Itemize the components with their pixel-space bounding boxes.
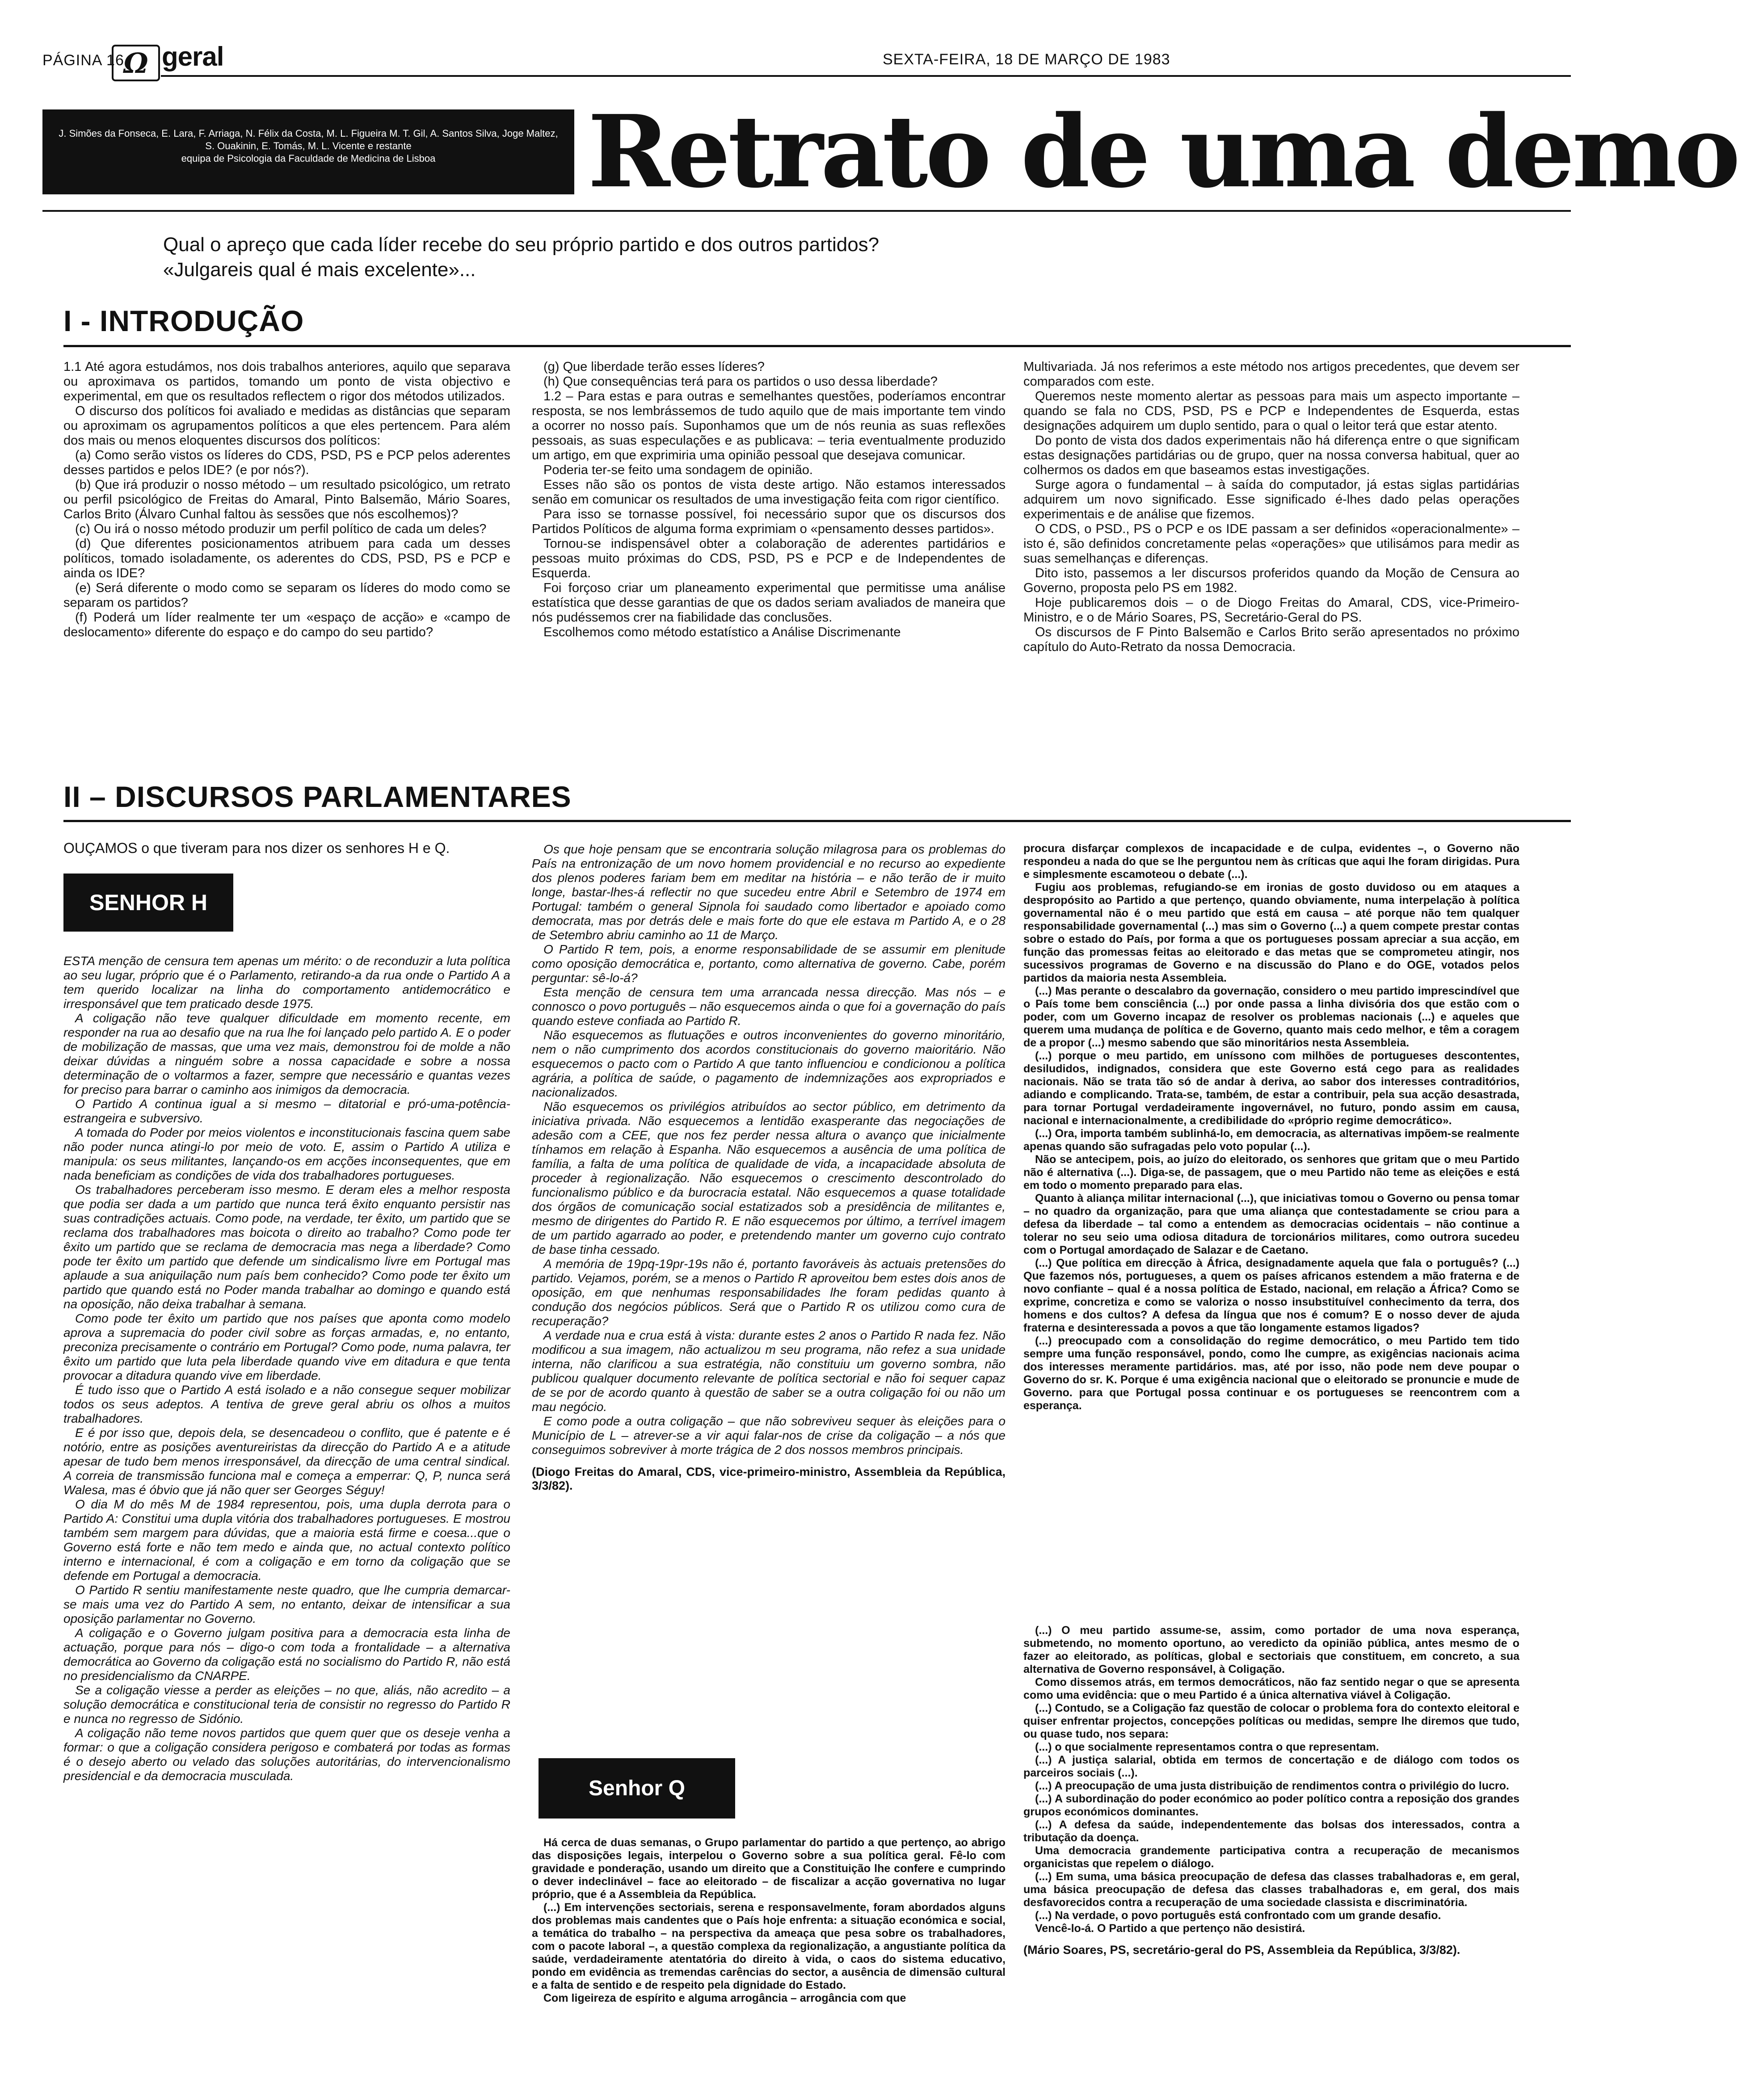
speech-paragraph: Uma democracia grandemente participativa contra a recuperação de mecanismos organicistas que repelem o diálogo. xyxy=(1023,1844,1519,1870)
intro-question: (g) Que liberdade terão esses líderes? xyxy=(543,360,765,374)
subtitle-quote: «Julgareis qual é mais excelente»... xyxy=(163,259,476,281)
senhor-h-column-1 xyxy=(63,954,510,1783)
speech-paragraph: Há cerca de duas semanas, o Grupo parlamentar do partido a que pertenço, ao abrigo das disposições legais, interpelou o Governo sobre a sua política geral. Fê-lo com gravidade e ponderação, usando um direito que a Constituição lhe confere e cumprindo o dever indeclinável – face ao eleitorado – de fiscalizar a acção governativa no lugar próprio, que é a Assembleia da República. xyxy=(532,1836,1006,1901)
newspaper-logo: Ω xyxy=(112,45,160,81)
senhor-h-label: SENHOR H xyxy=(63,874,233,932)
speech-paragraph: O Partido R tem, pois, a enorme responsabilidade de se assumir em plenitude como oposição democrática e, portanto, como alternativa de governo. Cabe, porém perguntar: sê-lo-á? xyxy=(532,942,1006,985)
intro-question: (f) Poderá um líder realmente ter um «espaço de acção» e «campo de deslocamento» diferente do espaço e do campo do seu partido? xyxy=(63,610,510,639)
authors-team: equipa de Psicologia da Faculdade de Medicina de Lisboa xyxy=(181,153,436,164)
authors-names: J. Simões da Fonseca, E. Lara, F. Arriaga, N. Félix da Costa, M. L. Figueira M. T. Gil, A. Santos Silva, Joge Maltez, S. Ouakinin, E. Tomás, M. L. Vicente e restante xyxy=(59,128,558,151)
intro-paragraph: Surge agora o fundamental – à saída do computador, já estas siglas partidárias adquirem um novo significado. Esse significado é-lhes dado pelas operações experimentais e de análise que fizemos. xyxy=(1023,478,1519,521)
speech-paragraph: (...) A subordinação do poder económico ao poder político contra a reposição dos grandes grupos económicos dominantes. xyxy=(1023,1793,1519,1818)
page-number: PÁGINA 16 xyxy=(42,52,124,69)
intro-paragraph: Foi forçoso criar um planeamento experimental que permitisse uma análise estatística que desse garantias de que os dados seriam avaliados de maneira que nós pudéssemos crer na fiabilidade das conclusões. xyxy=(532,581,1006,625)
speech-paragraph: (...) o que socialmente representamos contra o que representam. xyxy=(1035,1741,1379,1753)
intro-paragraph: Dito isto, passemos a ler discursos proferidos quando da Moção de Censura ao Governo, proposta pelo PS em 1982. xyxy=(1023,566,1519,595)
intro-paragraph: O CDS, o PSD., PS o PCP e os IDE passam a ser definidos «operacionalmente» – isto é, são definidos concretamente pelas «operações» que utilisámos para medir as suas semelhanças e diferenças. xyxy=(1023,522,1519,566)
speech-paragraph: Como pode ter êxito um partido que nos países que aponta como modelo aprova a supremacia do poder civil sobre as forças armadas, e, no entanto, preconiza precisamente o contrário em Portugal? Como pode, numa palavra, ter êxito um partido que luta pela liberdade quando vive em ditadura e que tenta provocar a ditadura quando vive em liberdade. xyxy=(63,1311,510,1382)
speech-paragraph: Esta menção de censura tem uma arrancada nessa direcção. Mas nós – e connosco o povo português – não esquecemos ainda o que foi a governação do país quando esteve confiada ao Partido R. xyxy=(532,985,1006,1028)
intro-paragraph: 1.1 Até agora estudámos, nos dois trabalhos anteriores, aquilo que separava ou aproximava os partidos, tomando um ponto de vista objectivo e experimental, em que os resultados reflectem o rigor dos métodos utilizados. xyxy=(63,360,510,403)
section-label: geral xyxy=(162,42,224,71)
speech-paragraph: A coligação e o Governo julgam positiva para a democracia esta linha de actuação, porque para nós – digo-o com toda a frontalidade – a alternativa democrática ao Governo da coligação está no socialismo do Partido R, não está no presidencialismo da CNARPE. xyxy=(63,1626,510,1683)
speech-paragraph: A tomada do Poder por meios violentos e inconstitucionais fascina quem sabe não poder nunca atingi-lo por meio de voto. E, assim o Partido A utiliza e manipula: os seus militantes, lançando-os em acções inconsequentes, que em nada beneficiam as condições de vida dos trabalhadores portugueses. xyxy=(63,1126,510,1182)
speech-paragraph: Fugiu aos problemas, refugiando-se em ironias de gosto duvidoso ou em ataques a despropósito ao Partido a que pertenço, quando obviamente, numa interpelação à política governamental não é o meu partido que está em causa – até porque não tem qualquer responsabilidade governamental (...) mas sim o Governo (...) a quem compete prestar contas sobre o estado do País, por forma a que os portugueses possam apreciar a sua acção, em função das promessas feitas ao eleitorado e das metas que se comprometeu atingir, nos sucessivos programas de Governo e na discussão do Plano e do OGE, votados pelos partidos da maioria nesta Assembleia. xyxy=(1023,881,1519,984)
speech-paragraph: Não esquecemos as flutuações e outros inconvenientes do governo minoritário, nem o não cumprimento dos acordos constitucionais do governo maioritário. Não esquecemos o pacto com o Partido A que tanto influenciou e condicionou a política agrária, a política de saúde, o pagamento de indemnizações aos expropriados e nacionalizados. xyxy=(532,1028,1006,1099)
speech-paragraph: O Partido A continua igual a si mesmo – ditatorial e pró-uma-potência-estrangeira e subversivo. xyxy=(63,1097,510,1125)
intro-paragraph: Queremos neste momento alertar as pessoas para mais um aspecto importante – quando se fala no CDS, PSD, PS e PCP e Independentes de Esquerda, estas designações adquirem um duplo sentido, para o qual o leitor terá que estar atento. xyxy=(1023,389,1519,433)
authors-box xyxy=(42,109,574,194)
header-date: SEXTA-FEIRA, 18 DE MARÇO DE 1983 xyxy=(883,51,1170,68)
speech-paragraph: A verdade nua e crua está à vista: durante estes 2 anos o Partido R nada fez. Não modificou a sua imagem, não actualizou m seu programa, não refez a sua unidade interna, não clarificou a sua estratégia, não constituiu um governo sombra, não publicou qualquer documento relevante de política sectorial e não foi sequer capaz de se por de acordo quanto à questão de saber se a outra coligação foi ou não um mau negócio. xyxy=(532,1328,1006,1414)
speech-paragraph: Não esquecemos os privilégios atribuídos ao sector público, em detrimento da iniciativa privada. Não esquecemos a lentidão exasperante das negociações de adesão com a CEE, que nos fez perder nessa altura o avanço que inicialmente tínhamos em relação à Espanha. Não esquecemos a ausência de uma política de família, a falta de uma política de qualidade de vida, a incapacidade absoluta de proceder à regionalização. Não esquecemos o crescimento descontrolado do funcionalismo público e da burocracia estatal. Não esquecemos a quase totalidade dos órgãos de comunicação social estatizados sob a presidência de militantes e, mesmo de dirigentes do Partido R. E não esquecemos por último, a terrível imagem de um partido agarrado ao poder, e pretendendo manter um governo cujo contrato de base tinha cessado. xyxy=(532,1100,1006,1256)
intro-paragraph: O discurso dos políticos foi avaliado e medidas as distâncias que separam ou aproximam os agrupamentos políticos a que eles pertencem. Para além dos mais ou menos eloquentes discursos dos políticos: xyxy=(63,404,510,448)
speech-paragraph: E como pode a outra coligação – que não sobreviveu sequer às eleições para o Município de L – atrever-se a vir aqui falar-nos de crise da coligação – a nós que conseguimos sobreviver à morte trágica de 2 dos nossos membros principais. xyxy=(532,1414,1006,1457)
speech-paragraph: O dia M do mês M de 1984 representou, pois, uma dupla derrota para o Partido A: Constitui uma dupla vitória dos trabalhadores portugueses. E mostrou também sem margem para dúvidas, que a maioria está firme e coesa...que o Governo está forte e não tem medo e ainda que, no actual contexto político interno e internacional, é com a coligação e em torno da coligação que se defende em Portugal a democracia. xyxy=(63,1497,510,1583)
speech-paragraph: (...) Contudo, se a Coligação faz questão de colocar o problema fora do contexto eleitoral e quiser enfrentar projectos, concepções políticas ou medidas, sempre lhe diremos que tudo, ou quase tudo, nos separa: xyxy=(1023,1702,1519,1740)
headline: Retrato de uma demo xyxy=(588,94,1738,210)
speech-paragraph: procura disfarçar complexos de incapacidade e de culpa, evidentes –, o Governo não respondeu a nada do que se lhe perguntou nem às críticas que aqui lhe foram dirigidas. Pura e simplesmente escamoteou o debate (...). xyxy=(1023,842,1519,881)
intro-question: (e) Será diferente o modo como se separam os líderes do modo como se separam os partidos? xyxy=(63,581,510,610)
masthead-rule xyxy=(42,210,1571,212)
speech-paragraph: (...) A justiça salarial, obtida em termos de concertação e de diálogo com todos os parceiros sociais (...). xyxy=(1023,1754,1519,1779)
subtitle xyxy=(163,232,879,282)
intro-column-2 xyxy=(532,360,1006,640)
intro-question: (d) Que diferentes posicionamentos atribuem para cada um desses políticos, tomado isoladamente, os aderentes do CDS, PSD, PS e PCP e ainda os IDE? xyxy=(63,537,510,580)
speech-paragraph: (...) O meu partido assume-se, assim, como portador de uma nova esperança, submetendo, no momento oportuno, ao veredicto da opinião pública, antes mesmo de o fazer ao eleitorado, as políticas, global e sectoriais que constituem, em concreto, a sua alternativa de Governo responsável, à Coligação. xyxy=(1023,1624,1519,1676)
header-rule xyxy=(161,75,1571,77)
speech-paragraph: (...) preocupado com a consolidação do regime democrático, o meu Partido tem tido sempre uma função responsável, pondo, como lhe cumpre, as exigências nacionais acima dos interesses meramente partidários. mas, até por isso, não pode nem deve poupar o Governo do sr. K. Porque é uma exigência nacional que o eleitorado se pronuncie e mude de Governo. para que Portugal possa continuar e os portugueses se reencontrem com a esperança. xyxy=(1023,1335,1519,1412)
section-1-rule xyxy=(63,345,1571,347)
speech-paragraph: (...) A defesa da saúde, independentemente das bolsas dos interessados, contra a tributação da doença. xyxy=(1023,1819,1519,1844)
speech-paragraph: (...) Em intervenções sectoriais, serena e responsavelmente, foram abordados alguns dos problemas mais candentes que o País hoje enfrenta: a situação económica e social, a temática do trabalho – na perspectiva da ameaça que pesa sobre os trabalhadores, com o pacote laboral –, a questão complexa da regionalização, a angustiante política da saúde, verdadeiramente atentatória do direito à vida, o caos do sistema educativo, pondo em evidência as tremendas carências do sector, a ausência de dimensão cultural e a falta de sentido e de respeito pela dignidade do Estado. xyxy=(532,1901,1006,1991)
intro-question: (h) Que consequências terá para os partidos o uso dessa liberdade? xyxy=(543,374,938,389)
intro-column-1 xyxy=(63,360,510,640)
intro-paragraph: Tornou-se indispensável obter a colaboração de aderentes partidários e pessoas muito próximas do CDS, PSD, PS e PCP e de Independentes de Esquerda. xyxy=(532,537,1006,580)
speech-paragraph: (...) Na verdade, o povo português está confrontado com um grande desafio. xyxy=(1035,1909,1441,1922)
speech-paragraph: A memória de 19pq-19pr-19s não é, portanto favoráveis às actuais pretensões do partido. Vejamos, porém, se a menos o Partido R aproveitou bem estes dois anos de oposição, em que nenhumas responsabilidades lhe foram pedidas quanto à condução dos negócios públicos. Será que o Partido R os utilizou como cura de recuperação? xyxy=(532,1257,1006,1328)
intro-paragraph: Os discursos de F Pinto Balsemão e Carlos Brito serão apresentados no próximo capítulo do Auto-Retrato da nossa Democracia. xyxy=(1023,625,1519,654)
senhor-h-column-2 xyxy=(532,842,1006,1493)
speech-paragraph: A coligação não teve qualquer dificuldade em momento recente, em responder na rua ao desafio que na rua lhe foi lançado pelo partido A. E o poder de mobilização de massas, que uma vez mais, demonstrou foi de molde a não deixar dúvidas a ninguém sobre a nossa capacidade e sobre a nossa determinação de o voltarmos a fazer, sempre que necessário e quantas vezes for preciso para barrar o caminho aos inimigos da democracia. xyxy=(63,1011,510,1096)
speech-paragraph: (...) Mas perante o descalabro da governação, considero o meu partido imprescindível que o País tome bem consciência (...) por onde passa a linha divisória dos que estão com o poder, com um Governo incapaz de resolver os problemas nacionais (...) e aqueles que querem uma mudança de política e de Governo, quanto mais cedo melhor, e têm a coragem de a propor (...) mesmo sabendo que são minoritários nesta Assembleia. xyxy=(1023,985,1519,1049)
intro-question: (b) Que irá produzir o nosso método – um resultado psicológico, um retrato ou perfil psicológico de Freitas do Amaral, Pinto Balsemão, Mário Soares, Carlos Brito (Álvaro Cunhal faltou às sessões que nós escolhemos)? xyxy=(63,478,510,521)
section-2-title: II – DISCURSOS PARLAMENTARES xyxy=(63,780,572,813)
intro-paragraph: Hoje publicaremos dois – o de Diogo Freitas do Amaral, CDS, vice-Primeiro-Ministro, e o de Mário Soares, PS, Secretário-Geral do PS. xyxy=(1023,596,1519,625)
speech-source-h: (Diogo Freitas do Amaral, CDS, vice-primeiro-ministro, Assembleia da República, 3/3/82). xyxy=(532,1465,1006,1492)
speech-paragraph: E é por isso que, depois dela, se desencadeou o conflito, que é patente e é notório, entre as posições aventureiristas da direcção do Partido A e a atitude apesar de tudo bem menos irresponsável, da direcção de uma central sindical. A correia de transmissão funciona mal e começa a emperrar: Q, P, nunca será Walesa, mas é óbvio que já não quer ser Georges Séguy! xyxy=(63,1426,510,1497)
speech-paragraph: (...) Em suma, uma básica preocupação de defesa das classes trabalhadoras e, em geral, uma básica preocupação de defesa das classes trabalhadoras e, em geral, dos mais desfavorecidos contra a recuperação de uma sociedade classista e discriminatória. xyxy=(1023,1870,1519,1909)
speech-paragraph: (...) porque o meu partido, em uníssono com milhões de portugueses descontentes, desiludidos, indignados, considera que este Governo está cego para as realidades nacionais. Não se trata tão só de andar à deriva, ao sabor dos interesses contraditórios, adiando e complicando. Trata-se, também, de estar a contribuir, pela sua acção desastrada, para tornar Portugal verdadeiramente ingovernável, no futuro, pondo assim em causa, nacional e internacionalmente, a credibilidade do «próprio regime democrático». xyxy=(1023,1050,1519,1127)
intro-paragraph: Escolhemos como método estatístico a Análise Discrimenante xyxy=(543,625,901,639)
speech-paragraph: Quanto à aliança militar internacional (...), que iniciativas tomou o Governo ou pensa tomar – no quadro da organização, para que uma aliança que contestadamente se criou para a defesa da liberdade – tal como a entendem as democracias ocidentais – não continue a tolerar no seu seio uma odiosa ditadura de torcionários militares, como outrora sucedeu com o Portugal amordaçado de Salazar e de Caetano. xyxy=(1023,1192,1519,1256)
speech-paragraph: Vencê-lo-á. O Partido a que pertenço não desistirá. xyxy=(1035,1922,1305,1935)
intro-column-3 xyxy=(1023,360,1519,655)
intro-paragraph: Para isso se tornasse possível, foi necessário supor que os discursos dos Partidos Políticos de alguma forma exprimiam o «pensamento desses partidos». xyxy=(532,507,1006,536)
senhor-q-label: Senhor Q xyxy=(539,1758,735,1819)
section-2-intro: OUÇAMOS o que tiveram para nos dizer os senhores H e Q. xyxy=(63,840,450,856)
speech-paragraph: (...) Que política em direcção à África, designadamente aquela que fala o português? (...) Que fazemos nós, portugueses, a quem os países africanos estendem a mão fraterna e de novo confiante – qual é a nossa política de Estado, nacional, em relação a África? Como se exprime, concretiza e como se valoriza o nosso insubstituível conhecimento da terra, dos homens e dos cultos? A defesa da língua que nos é comum? E o nosso dever de ajuda fraterna e desinteressada a povos a que tão longamente estamos ligados? xyxy=(1023,1257,1519,1334)
subtitle-question: Qual o apreço que cada líder recebe do seu próprio partido e dos outros partidos? xyxy=(163,234,880,256)
speech-paragraph: ESTA menção de censura tem apenas um mérito: o de reconduzir a luta política ao seu lugar, próprio que é o Parlamento, retirando-a da rua onde o Partido A a tem querido localizar na linha do comportamento antidemocrático e irresponsável que tem praticado desde 1975. xyxy=(63,954,510,1011)
speech-paragraph: (...) Ora, importa também sublinhá-lo, em democracia, as alternativas impõem-se realmente apenas quando são sufragadas pelo voto popular (...). xyxy=(1023,1127,1519,1153)
speech-paragraph: (...) A preocupação de uma justa distribuição de rendimentos contra o privilégio do lucro. xyxy=(1035,1780,1509,1792)
speech-paragraph: Se a coligação viesse a perder as eleições – no que, aliás, não acredito – a solução democrática e constitucional teria de consistir no regresso do Partido R e nunca no regresso de Sidónio. xyxy=(63,1683,510,1726)
senhor-q-column-continued xyxy=(1023,842,1519,1412)
section-1-title: I - INTRODUÇÃO xyxy=(63,304,304,337)
senhor-q-column-end xyxy=(1023,1624,1519,1957)
speech-paragraph: Não se antecipem, pois, ao juízo do eleitorado, os senhores que gritam que o meu Partido não é alternativa (...). Diga-se, de passagem, que o meu Partido não teme as eleições e está em todo o momento preparado para elas. xyxy=(1023,1153,1519,1192)
speech-paragraph: Os que hoje pensam que se encontraria solução milagrosa para os problemas do País na entronização de um novo homem providencial e no recurso ao expediente dos plenos poderes fariam bem em meditar na história – e não terão de ir muito longe, bastar-lhes-á reflectir no que sucedeu entre Abril e Setembro de 1974 em Portugal: também o general Sipnola foi saudado como libertador e apoiado como democrata, mas por detrás dele e mais forte do que ele estava m Partido A, e o 28 de Setembro abriu caminho ao 11 de Março. xyxy=(532,842,1006,942)
speech-paragraph: Os trabalhadores perceberam isso mesmo. E deram eles a melhor resposta que podia ser dada a um partido que nunca terá êxito enquanto persistir nas suas contradições actuais. Como pode, na verdade, ter êxito, um partido que se reclama dos trabalhadores mas boicota o direito ao trabalho? Como pode ter êxito um partido que se reclama de democracia mas nega a liberdade? Como pode ter êxito um partido que defende um sindicalismo livre em Portugal mas aplaude a sua aniquilação num país bem conhecido? Como pode ter êxito um partido que quando está no Poder manda trabalhar ao domingo e quando está na oposição, não deixa trabalhar à semana. xyxy=(63,1183,510,1311)
section-2-rule xyxy=(63,820,1571,822)
intro-paragraph: 1.2 – Para estas e para outras e semelhantes questões, poderíamos encontrar resposta, se nos lembrássemos de tudo aquilo que de mais importante tem vindo a ocorrer no nosso país. Suponhamos que um de nós reunia as suas reflexões pessoais, as suas especulações e as publicava: – teria eventualmente produzido um artigo, em que exprimiria uma opinião pessoal que desejava comunicar. xyxy=(532,389,1006,462)
speech-source-q: (Mário Soares, PS, secretário-geral do PS, Assembleia da República, 3/3/82). xyxy=(1023,1943,1460,1957)
intro-paragraph: Do ponto de vista dos dados experimentais não há diferença entre o que significam estas designações partidárias ou de grupo, quer na nossa conversa habitual, quer ao colhermos os dados em que baseamos estas investigações. xyxy=(1023,433,1519,477)
speech-paragraph: O Partido R sentiu manifestamente neste quadro, que lhe cumpria demarcar-se mais uma vez do Partido A sem, no entanto, deixar de intensificar a sua oposição parlamentar no Governo. xyxy=(63,1583,510,1625)
intro-paragraph: Multivariada. Já nos referimos a este método nos artigos precedentes, que devem ser comparados com este. xyxy=(1023,360,1519,389)
speech-paragraph: A coligação não teme novos partidos que quem quer que os deseje venha a formar: o que a coligação considera perigoso e combaterá por todas as formas é o desejo aberto ou velado das soluções autoritárias, do intervencionalismo presidencial e da democracia musculada. xyxy=(63,1726,510,1783)
intro-paragraph: Esses não são os pontos de vista deste artigo. Não estamos interessados senão em comunicar os resultados de uma investigação feita com rigor científico. xyxy=(532,478,1006,507)
speech-paragraph: Com ligeireza de espírito e alguma arrogância – arrogância com que xyxy=(543,1992,906,2004)
speech-paragraph: Como dissemos atrás, em termos democráticos, não faz sentido negar o que se apresenta como uma evidência: que o meu Partido é a única alternativa viável à Coligação. xyxy=(1023,1676,1519,1701)
intro-question: (c) Ou irá o nosso método produzir um perfil político de cada um deles? xyxy=(75,522,487,536)
senhor-q-column xyxy=(532,1836,1006,2005)
intro-question: (a) Como serão vistos os líderes do CDS, PSD, PS e PCP pelos aderentes desses partidos e pelos IDE? (e por nós?). xyxy=(63,448,510,477)
speech-paragraph: É tudo isso que o Partido A está isolado e a não consegue sequer mobilizar todos os seus adeptos. A tentiva de greve geral abriu os olhos a muitos trabalhadores. xyxy=(63,1383,510,1425)
intro-paragraph: Poderia ter-se feito uma sondagem de opinião. xyxy=(543,463,813,477)
